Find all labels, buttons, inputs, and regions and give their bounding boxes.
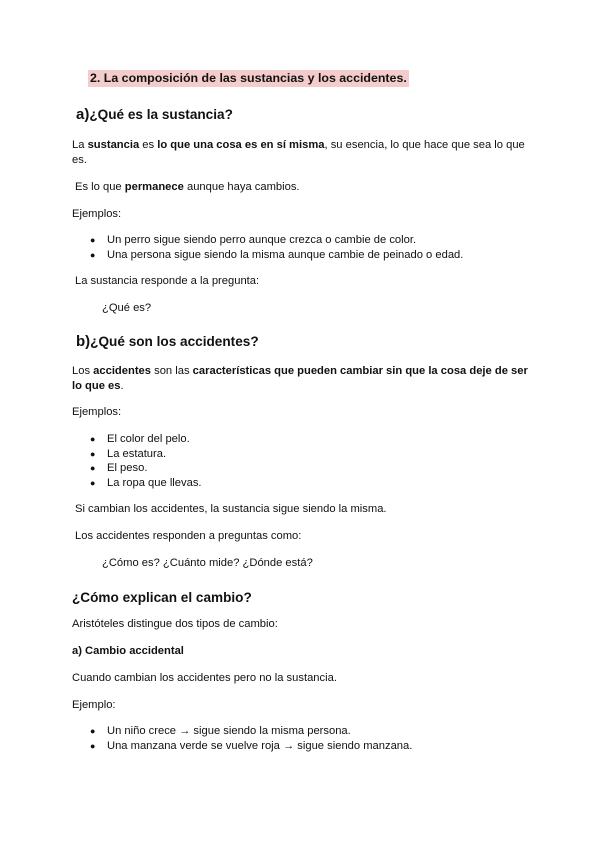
examples-label: Ejemplos: bbox=[72, 406, 122, 418]
section-a-label: a) bbox=[76, 106, 90, 123]
list-item-text: Una persona sigue siendo la misma aunque cambie de peinado o edad. bbox=[107, 248, 464, 261]
text-run: , su esencia, lo que hace que sea lo que es. bbox=[72, 139, 525, 166]
substance-definition bbox=[72, 138, 532, 168]
bullet-icon: ● bbox=[90, 740, 96, 751]
bullet-icon: ● bbox=[90, 448, 96, 459]
list-item-text: La ropa que llevas. bbox=[107, 476, 202, 489]
list-item bbox=[72, 447, 532, 462]
text-run: son las bbox=[151, 365, 193, 377]
change-intro: Aristóteles distingue dos tipos de cambio: bbox=[72, 618, 278, 630]
substance-permanence bbox=[75, 180, 535, 195]
accidental-change-description: Cuando cambian los accidentes pero no la sustancia. bbox=[72, 672, 337, 684]
accidental-change-heading: a) Cambio accidental bbox=[72, 645, 184, 657]
list-item-text: Un perro sigue siendo perro aunque crezca o cambie de color. bbox=[107, 234, 417, 246]
text-run: Los bbox=[72, 365, 94, 377]
bullet-icon: ● bbox=[90, 434, 96, 444]
text-run: es bbox=[139, 139, 158, 151]
section-b-heading-text: ¿Qué son los accidentes? bbox=[90, 334, 259, 349]
substance-question: ¿Qué es? bbox=[102, 302, 152, 314]
emphasis-text: lo que una cosa es en sí misma bbox=[157, 139, 325, 151]
emphasis-text: características que pueden cambiar sin que la cosa deje de ser lo que es bbox=[72, 365, 528, 392]
term-permanece: permanece bbox=[124, 181, 184, 193]
accidents-answers-text: Los accidentes responden a preguntas como: bbox=[75, 530, 302, 542]
accidents-questions: ¿Cómo es? ¿Cuánto mide? ¿Dónde está? bbox=[102, 557, 313, 569]
list-item-text: Un niño crece → sigue siendo la misma persona. bbox=[107, 725, 351, 737]
list-item bbox=[72, 476, 532, 491]
list-item-text: El peso. bbox=[107, 462, 148, 475]
bullet-icon: ● bbox=[90, 477, 96, 488]
list-item-text: Una manzana verde se vuelve roja → sigue siendo manzana. bbox=[107, 739, 413, 752]
bullet-icon: ● bbox=[90, 249, 96, 260]
change-examples-list bbox=[72, 724, 532, 753]
bullet-icon: ● bbox=[90, 726, 96, 736]
term-sustancia: sustancia bbox=[87, 139, 140, 151]
list-item-text: La estatura. bbox=[107, 447, 167, 460]
list-item bbox=[72, 248, 532, 263]
accidents-definition bbox=[72, 364, 532, 394]
list-item bbox=[72, 724, 532, 739]
page-title: 2. La composición de las sustancias y los accidentes. bbox=[90, 71, 407, 85]
section-b-label: b) bbox=[76, 333, 91, 350]
bullet-icon: ● bbox=[90, 463, 96, 474]
examples-label: Ejemplos: bbox=[72, 208, 122, 220]
section-a-heading bbox=[76, 106, 233, 124]
text-run: Es lo que bbox=[75, 181, 125, 193]
text-run: La bbox=[72, 139, 88, 151]
list-item bbox=[72, 739, 532, 754]
section-a-heading-text: ¿Qué es la sustancia? bbox=[89, 107, 233, 122]
substance-answers-text: La sustancia responde a la pregunta: bbox=[75, 275, 260, 287]
list-item bbox=[72, 461, 532, 476]
bullet-icon: ● bbox=[90, 235, 96, 245]
list-item bbox=[72, 233, 532, 248]
section-b-heading bbox=[76, 333, 259, 351]
example-label: Ejemplo: bbox=[72, 699, 116, 711]
list-item bbox=[72, 432, 532, 447]
text-run: . bbox=[120, 380, 124, 392]
section-c-heading: ¿Cómo explican el cambio? bbox=[72, 590, 252, 605]
accidents-change-text: Si cambian los accidentes, la sustancia sigue siendo la misma. bbox=[75, 503, 387, 515]
term-accidentes: accidentes bbox=[93, 365, 151, 377]
substance-examples-list bbox=[72, 233, 532, 262]
accidents-examples-list bbox=[72, 432, 532, 490]
list-item-text: El color del pelo. bbox=[107, 433, 190, 445]
text-run: aunque haya cambios. bbox=[183, 181, 300, 193]
